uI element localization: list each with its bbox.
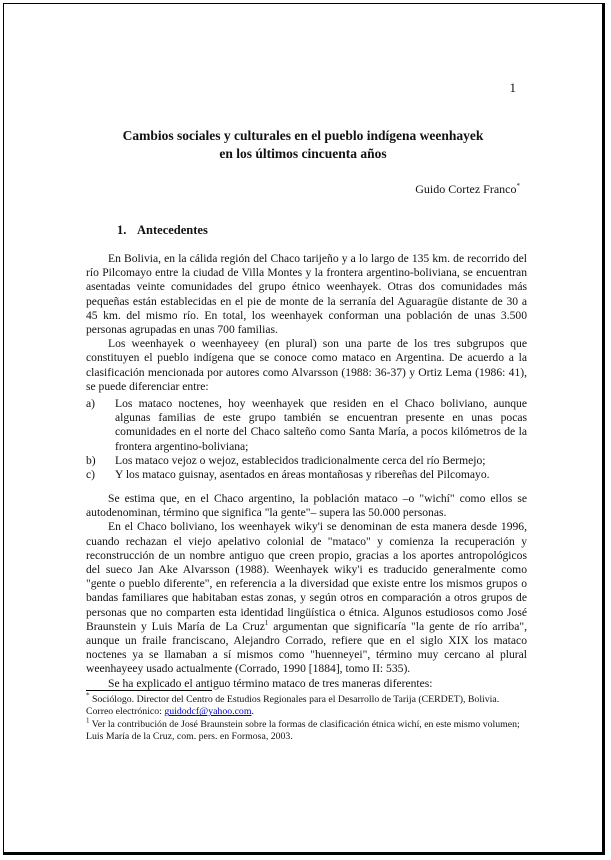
section-heading [117, 223, 208, 238]
title-line-2: en los últimos cincuenta años [219, 146, 387, 161]
intro-paragraphs [86, 252, 527, 394]
footnote-1 [86, 716, 527, 744]
paragraph-2: Los weenhayek o weenhayeey (en plural) son una parte de los tres subgrupos que constituyen el pueblo indígena que se conoce como mataco en Argentina. De acuerdo a la clasificación mencionada por autores como Alvarsson (1988: 36-37) y Ortiz Lema (1986: 41), se puede diferenciar entre: [86, 337, 527, 393]
page-number: 1 [509, 80, 516, 95]
list-item [86, 468, 527, 482]
footnote-1-text: Ver la contribución de José Braunstein sobre la formas de clasificación étnica wichí, en este mismo volumen; Luis María de la Cruz, com. pers. en Formosa, 2003. [86, 718, 520, 743]
section-title: Antecedentes [137, 223, 208, 237]
list-item [86, 454, 527, 468]
list-marker: a) [86, 397, 96, 410]
paragraph-4-part-b: argumentan que significaría "la gente de río arriba", aunque un fraile franciscano, Alejandro Corrado, refiere que en el siglo XIX los mataco noctenes ya se llamaban a sí mismos como "huenneyei", término muy cercano al plural weenhayeey usado actualmente (Corrado, 1990 [1884], tomo II: 535). [86, 619, 527, 676]
author-footnote-mark[interactable]: * [516, 182, 520, 190]
email-link[interactable]: guidodcf@yahoo.com [164, 706, 252, 718]
classification-list [86, 397, 527, 482]
footnotes [86, 691, 527, 744]
list-item-text: Los mataco vejoz o wejoz, establecidos tradicionalmente cerca del río Bermejo; [115, 453, 486, 467]
footnote-mark: 1 [86, 716, 90, 725]
list-item-text: Los mataco noctenes, hoy weenhayek que residen en el Chaco boliviano, aunque algunas familias de este grupo también se encuentran presente en unas pocas comunidades en el norte del Chaco salteño como Santa María, a pocos kilómetros de la frontera argentino-boliviana; [115, 397, 527, 453]
author-name [415, 182, 520, 197]
footnote-mark: * [86, 691, 90, 700]
paragraph-1: En Bolivia, en la cálida región del Chaco tarijeño y a lo largo de 135 km. de recorrido del río Pilcomayo entre la ciudad de Villa Montes y la frontera argentino-boliviana, se encuentran asentadas veinte comunidades del grupo étnico weenhayek. Otras dos comunidades más pequeñas están establecidas en el pie de monte de la serranía del Aguaragüe distante de 30 a 45 km. del mismo río. En total, los weenhayek conforman una población de unas 3.500 personas agrupadas en unas 700 familias. [86, 252, 527, 337]
paragraph-4-part-a: En el Chaco boliviano, los weenhayek wiky'i se denominan de esta manera desde 1996, cuando rechazan el viejo apelativo colonial de "mataco" y comienza la recuperación y reconstrucción de un nombre antiguo que creen propio, gracias a los aportes antropológicos del sueco Jan Ake Alvarsson (1988). Weenhayek wiky'i es traducido generalmente como "gente o pueblo diferente", en referencia a la diversidad que existe entre los mismos grupos o bandas familiares que habitaban estas zonas, y según otros en comparación a otros grupos de personas que no comparten esta identidad lingüística o étnica. Algunos estudiosos como José Braunstein y Luis María de La Cruz [86, 520, 527, 633]
footnote-author [86, 691, 527, 719]
section-number: 1. [117, 223, 127, 237]
main-paragraphs [86, 492, 527, 691]
document-title [4, 127, 602, 163]
paragraph-3: Se estima que, en el Chaco argentino, la población mataco –o "wichí" como ellos se autodenominan, término que significa "la gente"– supera las 50.000 personas. [86, 492, 527, 520]
paragraph-5: Se ha explicado el antiguo término mataco de tres maneras diferentes: [108, 676, 433, 690]
document-page [3, 3, 605, 855]
footnote-author-text: Sociólogo. Director del Centro de Estudios Regionales para el Desarrollo de Tarija (CERDET), Bolivia. Correo electrónico: [86, 694, 500, 718]
title-line-1: Cambios sociales y culturales en el pueblo indígena weenhayek [122, 128, 484, 143]
list-item-text: Y los mataco guisnay, asentados en áreas montañosas y ribereñas del Pilcomayo. [115, 468, 490, 482]
footnote-divider [86, 690, 212, 691]
list-item [86, 397, 527, 454]
paragraph-4 [86, 520, 527, 676]
author-text: Guido Cortez Franco [415, 182, 517, 196]
list-marker: b) [86, 453, 96, 467]
list-marker: c) [86, 468, 96, 482]
footnote-author-end: . [251, 706, 254, 718]
footnote-1-ref[interactable]: 1 [264, 618, 269, 627]
